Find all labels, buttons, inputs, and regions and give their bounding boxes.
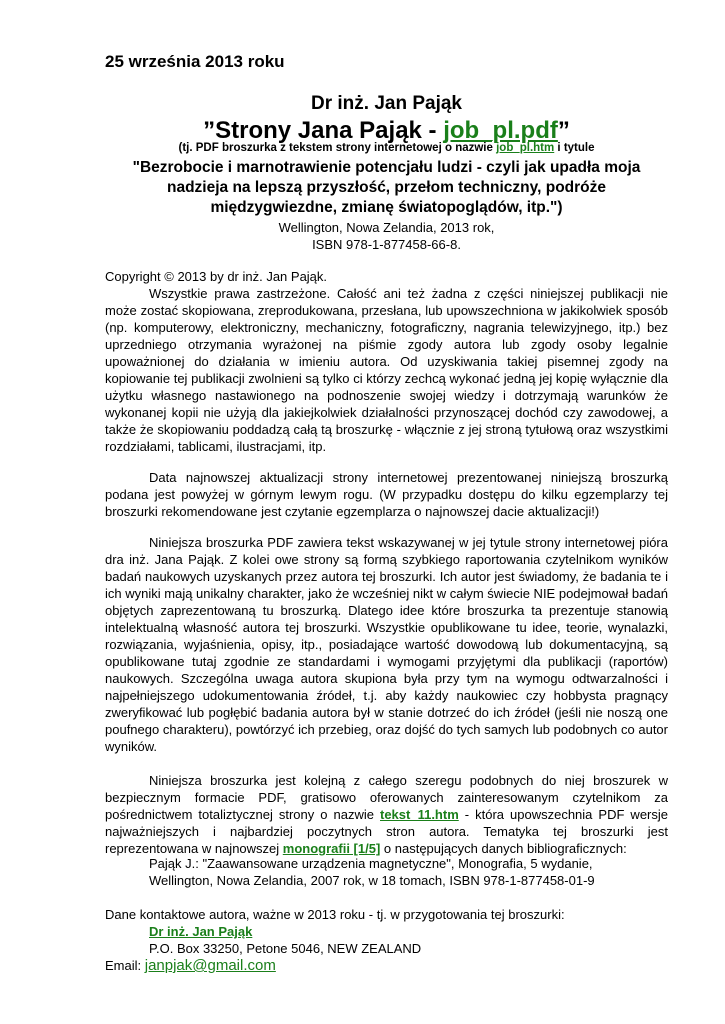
place-line-1: Wellington, Nowa Zelandia, 2013 rok, (278, 220, 495, 235)
contact-name-link[interactable]: Dr inż. Jan Pająk (149, 924, 253, 939)
reference-line-2: Wellington, Nowa Zelandia, 2007 rok, w 18 tomach, ISBN 978-1-877458-01-9 (149, 873, 595, 888)
title-pdf-link[interactable]: job_pl.pdf (443, 117, 558, 144)
contact-intro: Dane kontaktowe autora, ważne w 2013 roku - tj. w przygotowania tej broszurki: (105, 907, 565, 922)
tekst-11-link[interactable]: tekst_11.htm (380, 807, 459, 822)
email-row (105, 957, 276, 974)
series-text-2: - która upowszechnia PDF wersje najważniejszych i najbardziej poczytnych stron autora. Tematyka tej broszurki jest reprezentowana w najnowszej (105, 807, 668, 856)
reference-line-1: Pająk J.: "Zaawansowane urządzenia magnetyczne", Monografia, 5 wydanie, (149, 856, 593, 871)
document-title (105, 117, 668, 145)
isbn-line: ISBN 978-1-877458-66-8. (312, 237, 461, 252)
subtitle-htm-link[interactable]: job_pl.htm (496, 142, 555, 154)
title-suffix: ” (557, 117, 570, 144)
rights-paragraph: Wszystkie prawa zastrzeżone. Całość ani też żadna z części niniejszej publikacji nie może zostać skopiowana, zreprodukowana, przesłana, lub upowszechniona w jakikolwiek sposób (np. komputerowy, elektroniczny, mechaniczny, fotograficzny, nagrania telewizyjnego, itp.) bez uprzedniego otrzymania wyrażonej na piśmie zgody autora lub zgody osoby legalnie upoważnionej do działania w imieniu autora. Od uzyskiwania takiej pisemnej zgody na kopiowanie tej publikacji zwolnieni są tylko ci którzy zechcą wykonać jedną jej kopię wyłącznie dla użytku własnego nastawionego na podnoszenie swojej wiedzy i dotrzymają warunków że wykonanej kopii nie użyją dla jakiejkolwiek działalności przynoszącej dochód czy zawodowej, a także że skopiowaniu poddadzą całą tą broszurkę - włącznie z jej stroną tytułową oraz wszystkimi rozdziałami, tablicami, ilustracjami, itp. (105, 286, 668, 454)
publication-place (105, 219, 668, 253)
email-label: Email: (105, 958, 145, 973)
title-prefix: ”Strony Jana Pająk - (203, 117, 444, 144)
update-paragraph: Data najnowszej aktualizacji strony internetowej prezentowanej niniejszą broszurką podana jest powyżej w górnym lewym rogu. (W przypadku dostępu do kilku egzemplarzy tej broszurki rekomendowane jest czytanie egzemplarza o najnowszej dacie aktualizacji!) (105, 470, 668, 519)
document-date: 25 września 2013 roku (105, 52, 285, 71)
subtitle-suffix: i tytule (554, 142, 595, 154)
subtitle-prefix: (tj. PDF broszurka z tekstem strony internetowej o nazwie (178, 142, 497, 154)
series-text-3: o następujących danych bibliograficznych: (380, 841, 627, 856)
long-title: "Bezrobocie i marnotrawienie potencjału ludzi - czyli jak upadła moja nadzieja na lepszą przyszłość, przełom techniczny, podróże międzygwiezdne, zmianę światopoglądów, itp.") (132, 159, 641, 216)
contact-address: P.O. Box 33250, Petone 5046, NEW ZEALAND (149, 941, 422, 956)
series-text-1: Niniejsza broszurka jest kolejną z całego szeregu podobnych do niej broszurek w bezpiecznym formacie PDF, gratisowo oferowanych zainteresowanym czytelnikom za pośrednictwem totaliztycznej strony o nazwie (105, 773, 668, 822)
document-subtitle (105, 142, 668, 154)
author-name: Dr inż. Jan Pająk (310, 93, 462, 114)
copyright-line: Copyright © 2013 by dr inż. Jan Pająk. (105, 269, 328, 284)
content-paragraph: Niniejsza broszurka PDF zawiera tekst wskazywanej w jej tytule strony internetowej pióra dra inż. Jana Pająk. Z kolei owe strony są formą szybkiego raportowania czytelnikom wyników badań naukowych uzyskanych przez autora tej broszurki. Ich autor jest świadomy, że badania te i ich wyniki mają unikalny charakter, jako że wcześniej nikt w całym świecie NIE podejmował badań objętych zaprezentowaną tu broszurką. Dlatego idee które broszurka ta prezentuje stanowią intelektualną własność autora tej broszurki. Wszystkie opublikowane tu idee, teorie, wynalazki, rozwiązania, wyjaśnienia, opisy, itp., posiadające wartość dowodową lub dokumentacyjną, są opublikowane tutaj zgodnie ze standardami i wymogami przyjętymi dla publikacji (raportów) naukowych. Szczególna uwaga autora skupiona była przy tym na wymogu odtwarzalności i najpełniejszego udokumentowania źródeł, t.j. aby każdy naukowiec czy hobbysta pragnący zweryfikować lub pogłębić badania autora był w stanie dotrzeć do ich źródeł (jeśli nie noszą one poufnego charakteru), powtórzyć ich przebieg, oraz dojść do tych samych lub podobnych co autor wyników. (105, 535, 668, 754)
email-link[interactable]: janpjak@gmail.com (144, 957, 276, 974)
series-paragraph (105, 772, 668, 857)
monograph-link[interactable]: monografii [1/5] (282, 841, 381, 856)
